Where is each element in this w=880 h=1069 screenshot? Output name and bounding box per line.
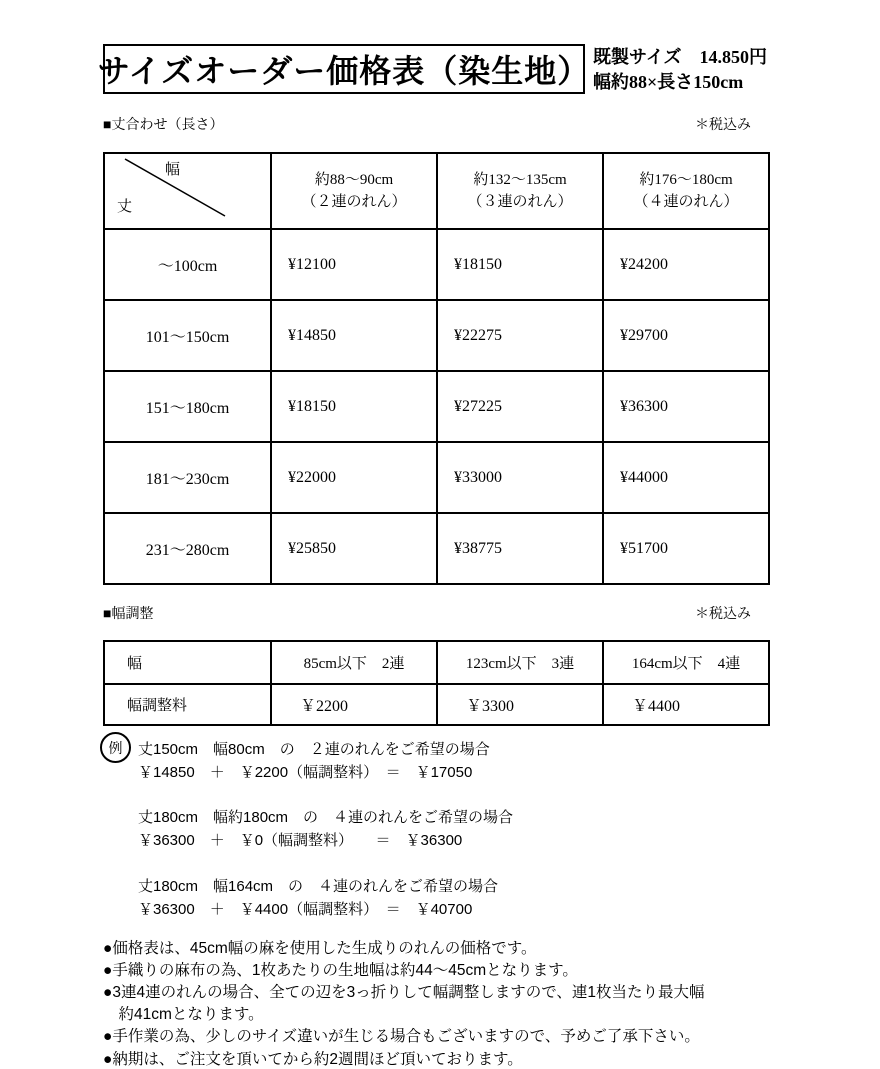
fee-cell: ￥4400	[603, 684, 769, 725]
column-header-3ren	[437, 153, 603, 229]
fee-cell: ￥2200	[271, 684, 437, 725]
table-row	[104, 442, 769, 513]
note-fabric-width: ●手織りの麻布の為、1枚あたりの生地幅は約44～45cmとなります。	[103, 962, 578, 979]
column-header-4ren	[603, 153, 769, 229]
example-badge	[100, 732, 131, 763]
price-cell: ¥38775	[437, 513, 603, 584]
column-header-2ren	[271, 153, 437, 229]
page-title-text: サイズオーダー価格表（染生地）	[97, 53, 591, 89]
section-width-adjust-heading: ■幅調整	[103, 605, 154, 621]
note-handmade-variance: ●手作業の為、少しのサイズ違いが生じる場合もございますので、予めご了承下さい。	[103, 1028, 700, 1045]
length-price-table	[103, 152, 770, 585]
corner-cell-width-depth	[104, 153, 271, 229]
length-range-label: 151～180cm	[104, 371, 271, 442]
section-length-heading: ■丈合わせ（長さ）	[103, 116, 224, 132]
width-header-4ren: 164cm以下 4連	[603, 641, 769, 684]
table-header-row	[104, 641, 769, 684]
note-fold-adjust: ●3連4連のれんの場合、全ての辺を3っ折りして幅調整しますので、連1枚当たり最大幅	[103, 984, 705, 1001]
price-cell: ¥12100	[271, 229, 437, 300]
column-header-4ren-range: 約176～180cm	[639, 172, 733, 188]
length-range-label: 101～150cm	[104, 300, 271, 371]
fee-row-label: 幅調整料	[104, 684, 271, 725]
tax-included-note-2: ＊税込み	[695, 605, 751, 621]
corner-label-width: 幅	[165, 162, 181, 178]
corner-label-depth: 丈	[117, 199, 133, 215]
fee-cell: ￥3300	[437, 684, 603, 725]
price-cell: ¥25850	[271, 513, 437, 584]
note-fold-adjust-cont: 約41cmとなります。	[103, 1006, 264, 1023]
price-cell: ¥18150	[271, 371, 437, 442]
table-header-row	[104, 153, 769, 229]
note-clipped-bottom: ●納期は、ご注文を頂いてから約2週間ほど頂いております。	[103, 1051, 523, 1068]
ready-made-dimensions: 幅約88×長さ150cm	[593, 72, 744, 92]
example-1-condition: 丈150cm 幅80cm の ２連のれんをご希望の場合	[138, 741, 490, 758]
column-header-3ren-label: （３連のれん）	[467, 194, 573, 210]
price-cell: ¥18150	[437, 229, 603, 300]
price-cell: ¥24200	[603, 229, 769, 300]
example-1-formula: ￥14850 ＋ ￥2200（幅調整料） ＝ ￥17050	[138, 764, 473, 781]
price-cell: ¥22000	[271, 442, 437, 513]
width-header-label: 幅	[104, 641, 271, 684]
tax-included-note-1: ＊税込み	[695, 116, 751, 132]
page-title	[97, 44, 591, 94]
column-header-3ren-range: 約132～135cm	[473, 172, 567, 188]
example-3-condition: 丈180cm 幅164cm の ４連のれんをご希望の場合	[138, 878, 499, 895]
table-row	[104, 300, 769, 371]
column-header-2ren-label: （２連のれん）	[301, 194, 407, 210]
width-header-3ren: 123cm以下 3連	[437, 641, 603, 684]
length-range-label: 181～230cm	[104, 442, 271, 513]
width-adjust-table	[103, 640, 770, 726]
price-cell: ¥51700	[603, 513, 769, 584]
ready-made-size-info	[593, 45, 873, 95]
example-badge-text: 例	[108, 739, 123, 756]
note-price-basis: ●価格表は、45cm幅の麻を使用した生成りのれんの価格です。	[103, 940, 537, 957]
column-header-2ren-range: 約88～90cm	[314, 172, 394, 188]
ready-made-price: 既製サイズ 14.850円	[593, 47, 768, 67]
price-cell: ¥27225	[437, 371, 603, 442]
price-cell: ¥33000	[437, 442, 603, 513]
table-row	[104, 684, 769, 725]
example-2-condition: 丈180cm 幅約180cm の ４連のれんをご希望の場合	[138, 809, 514, 826]
table-row	[104, 229, 769, 300]
price-cell: ¥44000	[603, 442, 769, 513]
table-row	[104, 371, 769, 442]
length-range-label: 231～280cm	[104, 513, 271, 584]
price-cell: ¥29700	[603, 300, 769, 371]
price-cell: ¥36300	[603, 371, 769, 442]
column-header-4ren-label: （４連のれん）	[633, 194, 739, 210]
example-3-formula: ￥36300 ＋ ￥4400（幅調整料） ＝ ￥40700	[138, 901, 473, 918]
price-cell: ¥14850	[271, 300, 437, 371]
example-2-formula: ￥36300 ＋ ￥0（幅調整料） ＝ ￥36300	[138, 832, 463, 849]
length-range-label: ～100cm	[104, 229, 271, 300]
width-header-2ren: 85cm以下 2連	[271, 641, 437, 684]
price-cell: ¥22275	[437, 300, 603, 371]
table-row	[104, 513, 769, 584]
